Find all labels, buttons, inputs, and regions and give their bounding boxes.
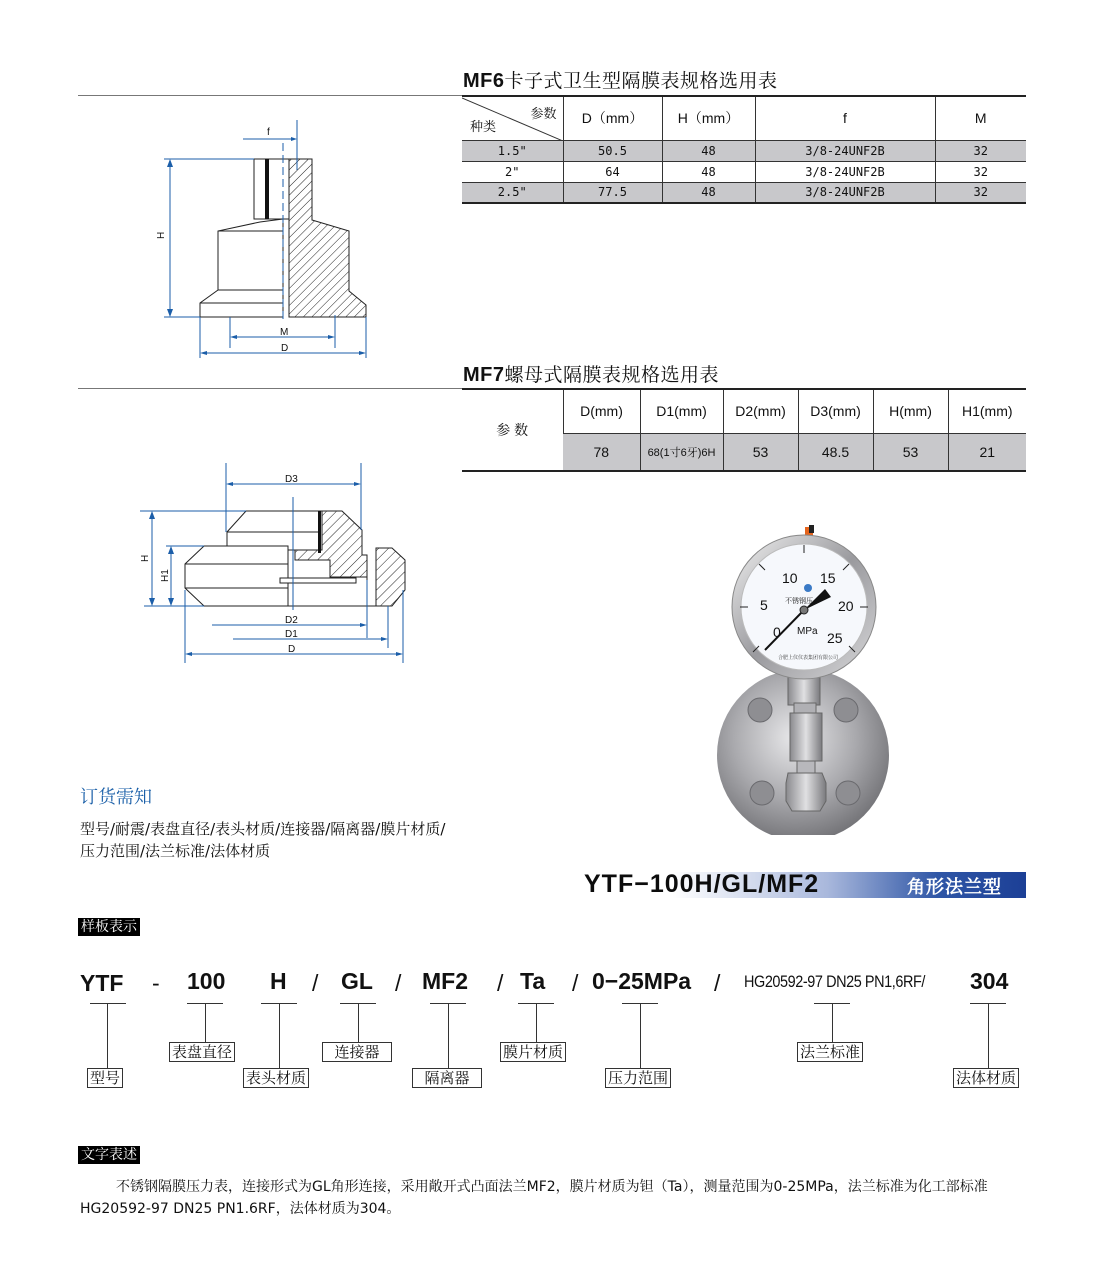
product-photo xyxy=(710,525,900,835)
cell-d: 77.5 xyxy=(563,182,662,203)
mf7-technical-drawing xyxy=(130,460,420,670)
connector-line xyxy=(536,1003,537,1043)
description-text: 不锈钢隔膜压力表，连接形式为GL角形连接，采用敞开式凸面法兰MF2，膜片材质为钽（Ta），测量范围为0-25MPa，法兰标准为化工部标准HG20592-97 DN25 PN1.6RF，法体材质为304。 xyxy=(80,1179,988,1217)
cell-f: 3/8-24UNF2B xyxy=(755,182,935,203)
code-slash: / xyxy=(572,970,579,996)
table-row xyxy=(462,140,1026,161)
header-d2: D2(mm) xyxy=(723,389,798,433)
header-h: H（mm） xyxy=(662,96,755,140)
label-isolator: 隔离器 xyxy=(412,1068,482,1088)
cell-m: 32 xyxy=(935,161,1026,182)
header-h1: H1(mm) xyxy=(948,389,1026,433)
header-d: D（mm） xyxy=(563,96,662,140)
gauge-label-0: 0 xyxy=(773,624,781,640)
params-label: 参 数 xyxy=(496,422,529,438)
mf6-technical-drawing xyxy=(140,115,380,360)
model-code: YTF−100H/GL/MF2 xyxy=(584,870,820,898)
label-diaphragm-material: 膜片材质 xyxy=(500,1042,566,1062)
code-ytf: YTF xyxy=(80,970,124,996)
cell-d2: 53 xyxy=(723,433,798,471)
mf7-title-rest: 螺母式隔膜表规格选用表 xyxy=(504,364,720,386)
code-pressure-range: 0−25MPa xyxy=(592,968,692,994)
connector-line xyxy=(358,1003,359,1043)
brand-logo-icon xyxy=(804,584,812,592)
table-header-row xyxy=(462,96,1026,140)
mf6-title-prefix: MF6 xyxy=(463,70,505,92)
connector-line xyxy=(640,1003,641,1069)
gauge-label-15: 15 xyxy=(820,570,836,586)
connector-line xyxy=(448,1003,449,1069)
connector-line xyxy=(988,1003,989,1069)
connector-line xyxy=(90,1003,126,1004)
cell-d: 64 xyxy=(563,161,662,182)
cell-h: 48 xyxy=(662,182,755,203)
code-gl: GL xyxy=(341,968,373,994)
mf6-corner-cell xyxy=(462,96,563,140)
cell-d3: 48.5 xyxy=(798,433,873,471)
cell-h1: 21 xyxy=(948,433,1026,471)
header-f: f xyxy=(755,96,935,140)
label-pressure-range: 压力范围 xyxy=(605,1068,671,1088)
cell-d: 50.5 xyxy=(563,140,662,161)
corner-label-type: 种类 xyxy=(470,118,497,134)
cell-f: 3/8-24UNF2B xyxy=(755,140,935,161)
code-mf2: MF2 xyxy=(422,968,468,994)
gauge-label-10: 10 xyxy=(782,570,798,586)
code-304: 304 xyxy=(970,968,1009,994)
header-m: M xyxy=(935,96,1026,140)
code-h: H xyxy=(270,968,287,994)
mf6-divider xyxy=(78,95,464,96)
connector-line xyxy=(279,1003,280,1069)
cell-f: 3/8-24UNF2B xyxy=(755,161,935,182)
mf6-spec-table xyxy=(462,95,1026,204)
code-slash: / xyxy=(497,970,504,996)
cell-h: 48 xyxy=(662,140,755,161)
gauge-label-5: 5 xyxy=(760,597,768,613)
mf6-title xyxy=(463,66,778,93)
cell-type: 1.5" xyxy=(462,140,563,161)
gauge-dial-text: 不锈钢压 xyxy=(785,597,813,605)
mf7-spec-table xyxy=(462,388,1026,472)
cell-type: 2.5" xyxy=(462,182,563,203)
code-slash: / xyxy=(312,970,319,996)
header-d3: D3(mm) xyxy=(798,389,873,433)
table-row xyxy=(462,161,1026,182)
gauge-unit: MPa xyxy=(797,626,818,637)
dim-label-m: M xyxy=(280,327,289,338)
order-info-line-2: 压力范围/法兰标准/法体材质 xyxy=(80,842,271,860)
dim-label-h: H xyxy=(140,554,151,562)
dim-label-d: D xyxy=(281,343,289,354)
gauge-label-20: 20 xyxy=(838,598,854,614)
dim-label-d2: D2 xyxy=(285,615,298,626)
label-flange-standard: 法兰标准 xyxy=(797,1042,863,1062)
mf6-title-rest: 卡子式卫生型隔膜表规格选用表 xyxy=(504,70,778,92)
code-dash: - xyxy=(152,970,160,996)
code-slash: / xyxy=(395,970,402,996)
dim-label-f: f xyxy=(267,127,270,138)
code-flange-standard: HG20592-97 DN25 PN1,6RF/ xyxy=(744,972,925,991)
cell-h: 48 xyxy=(662,161,755,182)
mf7-title xyxy=(463,360,719,387)
model-banner xyxy=(584,872,1026,898)
header-d: D(mm) xyxy=(563,389,640,433)
cell-m: 32 xyxy=(935,140,1026,161)
cell-h: 53 xyxy=(873,433,948,471)
label-head-material: 表头材质 xyxy=(243,1068,309,1088)
code-ta: Ta xyxy=(520,968,546,994)
cell-m: 32 xyxy=(935,182,1026,203)
cell-d1: 68(1寸6牙)6H xyxy=(640,433,723,471)
header-d1: D1(mm) xyxy=(640,389,723,433)
gauge-maker: 合肥上仪仪表集团有限公司 xyxy=(778,655,839,661)
dim-label-h: H xyxy=(156,231,167,239)
code-slash: / xyxy=(714,970,721,996)
dim-label-d3: D3 xyxy=(285,474,298,485)
sample-tag: 样板表示 xyxy=(78,918,140,936)
label-dial-diameter: 表盘直径 xyxy=(169,1042,235,1062)
table-row xyxy=(462,182,1026,203)
order-info-title: 订货需知 xyxy=(80,787,152,808)
connector-line xyxy=(205,1003,206,1043)
order-info-line-1: 型号/耐震/表盘直径/表头材质/连接器/隔离器/膜片材质/ xyxy=(80,820,446,838)
code-100: 100 xyxy=(187,968,226,994)
connector-line xyxy=(107,1003,108,1069)
header-h: H(mm) xyxy=(873,389,948,433)
cell-d: 78 xyxy=(563,433,640,471)
dim-label-d: D xyxy=(288,644,296,655)
dim-label-d1: D1 xyxy=(285,629,298,640)
table-header-row xyxy=(462,389,1026,433)
label-connector: 连接器 xyxy=(322,1042,392,1062)
dim-label-h1: H1 xyxy=(160,569,171,582)
corner-label-params: 参数 xyxy=(530,106,557,121)
order-info-body xyxy=(80,818,530,862)
cell-type: 2" xyxy=(462,161,563,182)
mf7-title-prefix: MF7 xyxy=(463,364,505,386)
model-type: 角形法兰型 xyxy=(907,877,1002,898)
label-model: 型号 xyxy=(87,1068,123,1088)
connector-line xyxy=(832,1003,833,1043)
mf7-divider xyxy=(78,388,464,389)
gauge-label-25: 25 xyxy=(827,630,843,646)
description-tag: 文字表述 xyxy=(78,1146,140,1164)
label-body-material: 法体材质 xyxy=(953,1068,1019,1088)
